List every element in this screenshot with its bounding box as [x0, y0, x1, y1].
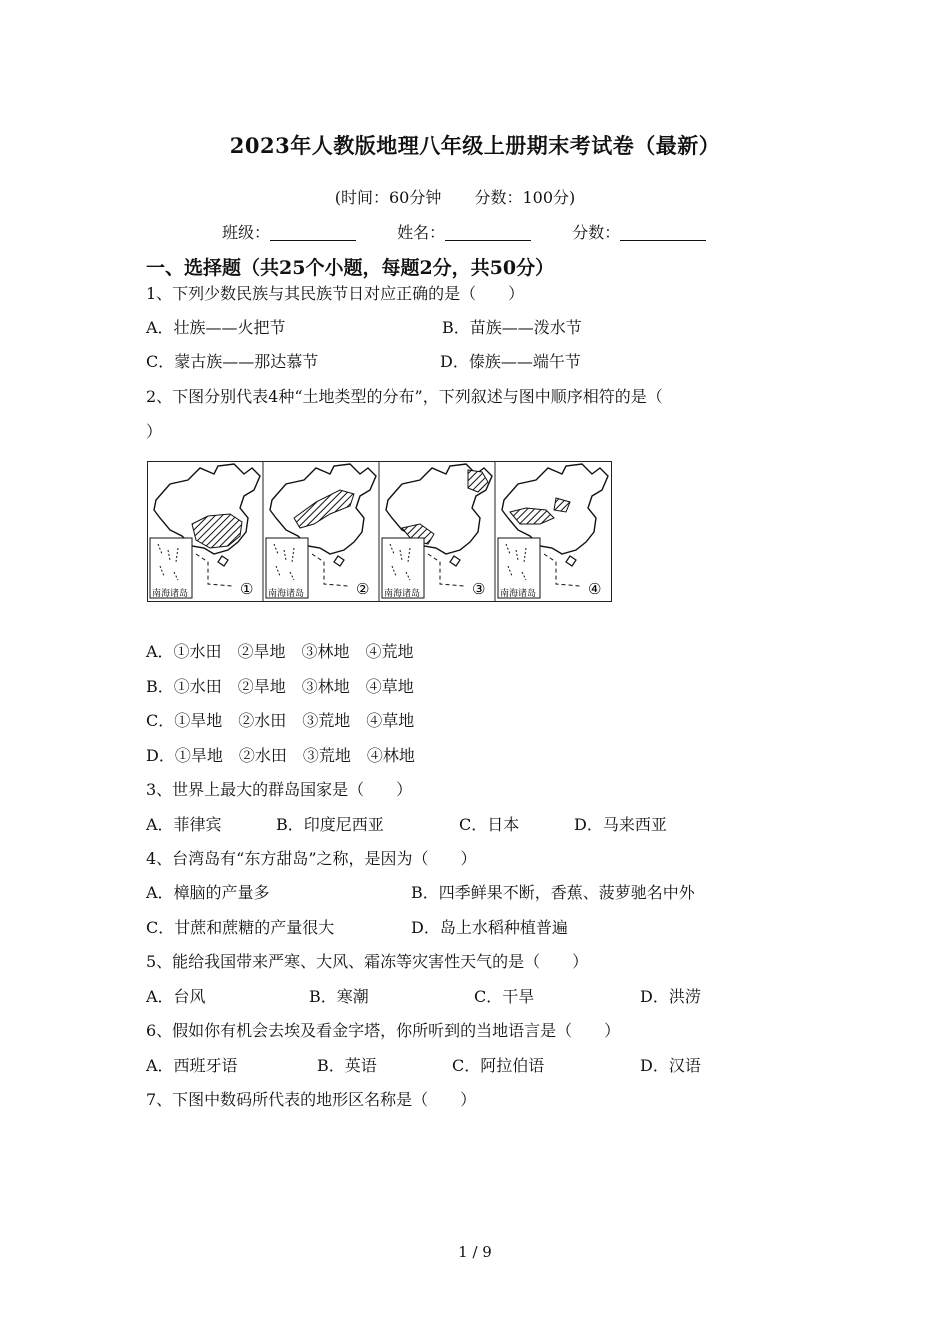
- question-4-option-d: D．岛上水稻种植普遍: [411, 918, 568, 937]
- question-2-option-c: C．①旱地 ②水田 ③荒地 ④草地: [146, 711, 415, 730]
- question-5-option-d: D．洪涝: [640, 987, 701, 1006]
- exam-total-score: 分数：100分): [474, 188, 576, 207]
- question-5-stem: 5、能给我国带来严寒、大风、霜冻等灾害性天气的是（ ）: [146, 952, 589, 971]
- map-4-inset-label: 南海诸岛: [500, 589, 537, 599]
- map-1: [150, 464, 260, 598]
- question-5-option-c: C．干旱: [474, 987, 535, 1006]
- question-1-option-d: D．傣族——端午节: [440, 352, 581, 371]
- map-2: [266, 464, 376, 598]
- question-4-option-a: A．樟脑的产量多: [146, 883, 270, 902]
- question-3-option-b: B．印度尼西亚: [276, 815, 384, 834]
- question-1-option-c: C．蒙古族——那达慕节: [146, 352, 319, 371]
- question-7-stem: 7、下图中数码所代表的地形区名称是（ ）: [146, 1090, 477, 1109]
- question-4-option-c: C．甘蔗和蔗糖的产量很大: [146, 918, 335, 937]
- question-2-option-b: B．①水田 ②旱地 ③林地 ④草地: [146, 677, 414, 696]
- score-blank[interactable]: [620, 224, 706, 241]
- question-3-option-c: C．日本: [459, 815, 520, 834]
- map-2-number: ②: [356, 580, 370, 598]
- class-field: [222, 220, 356, 243]
- map-3-number: ③: [472, 580, 486, 598]
- question-6-option-b: B．英语: [317, 1056, 377, 1075]
- question-3-option-d: D．马来西亚: [574, 815, 667, 834]
- map-3-inset-label: 南海诸岛: [384, 589, 421, 599]
- question-1-stem: 1、下列少数民族与其民族节日对应正确的是（ ）: [146, 284, 525, 303]
- score-label: 分数：: [572, 223, 621, 242]
- name-field: [397, 220, 531, 243]
- class-blank[interactable]: [270, 224, 356, 241]
- question-2-stem-close: ）: [146, 422, 163, 441]
- question-3-option-a: A．菲律宾: [146, 815, 222, 834]
- question-1-option-a: A．壮族——火把节: [146, 318, 286, 337]
- map-4: [498, 464, 608, 598]
- question-2-option-a: A．①水田 ②旱地 ③林地 ④荒地: [146, 642, 414, 661]
- question-4-stem: 4、台湾岛有“东方甜岛”之称，是因为（ ）: [146, 849, 477, 868]
- section-heading: 一、选择题（共25个小题，每题2分，共50分）: [146, 257, 555, 279]
- question-2-option-d: D．①旱地 ②水田 ③荒地 ④林地: [146, 746, 415, 765]
- exam-meta: [0, 185, 910, 208]
- question-5-option-a: A．台风: [146, 987, 206, 1006]
- page-number: 1 / 9: [458, 1243, 492, 1261]
- question-2-stem: 2、下图分别代表4种“土地类型的分布”，下列叙述与图中顺序相符的是（: [146, 387, 663, 406]
- map-4-number: ④: [588, 580, 602, 598]
- question-1-option-b: B．苗族——泼水节: [442, 318, 582, 337]
- map-1-inset-label: 南海诸岛: [152, 589, 189, 599]
- question-5-option-b: B．寒潮: [309, 987, 369, 1006]
- name-blank[interactable]: [445, 224, 531, 241]
- name-label: 姓名：: [397, 223, 446, 242]
- question-3-stem: 3、世界上最大的群岛国家是（ ）: [146, 780, 413, 799]
- land-type-maps-figure: [147, 461, 612, 602]
- question-6-option-c: C．阿拉伯语: [452, 1056, 545, 1075]
- maps-svg: [148, 462, 611, 601]
- student-fields: [222, 220, 742, 243]
- class-label: 班级：: [222, 223, 271, 242]
- page-title: 2023年人教版地理八年级上册期末考试卷（最新）: [229, 133, 721, 158]
- question-6-option-d: D．汉语: [640, 1056, 701, 1075]
- map-1-number: ①: [240, 580, 254, 598]
- question-6-stem: 6、假如你有机会去埃及看金字塔，你所听到的当地语言是（ ）: [146, 1021, 621, 1040]
- question-6-option-a: A．西班牙语: [146, 1056, 238, 1075]
- map-2-inset-label: 南海诸岛: [268, 589, 305, 599]
- exam-time: (时间：60分钟: [334, 188, 442, 207]
- map-3: [382, 464, 492, 598]
- score-field: [572, 220, 706, 243]
- question-4-option-b: B．四季鲜果不断，香蕉、菠萝驰名中外: [411, 883, 695, 902]
